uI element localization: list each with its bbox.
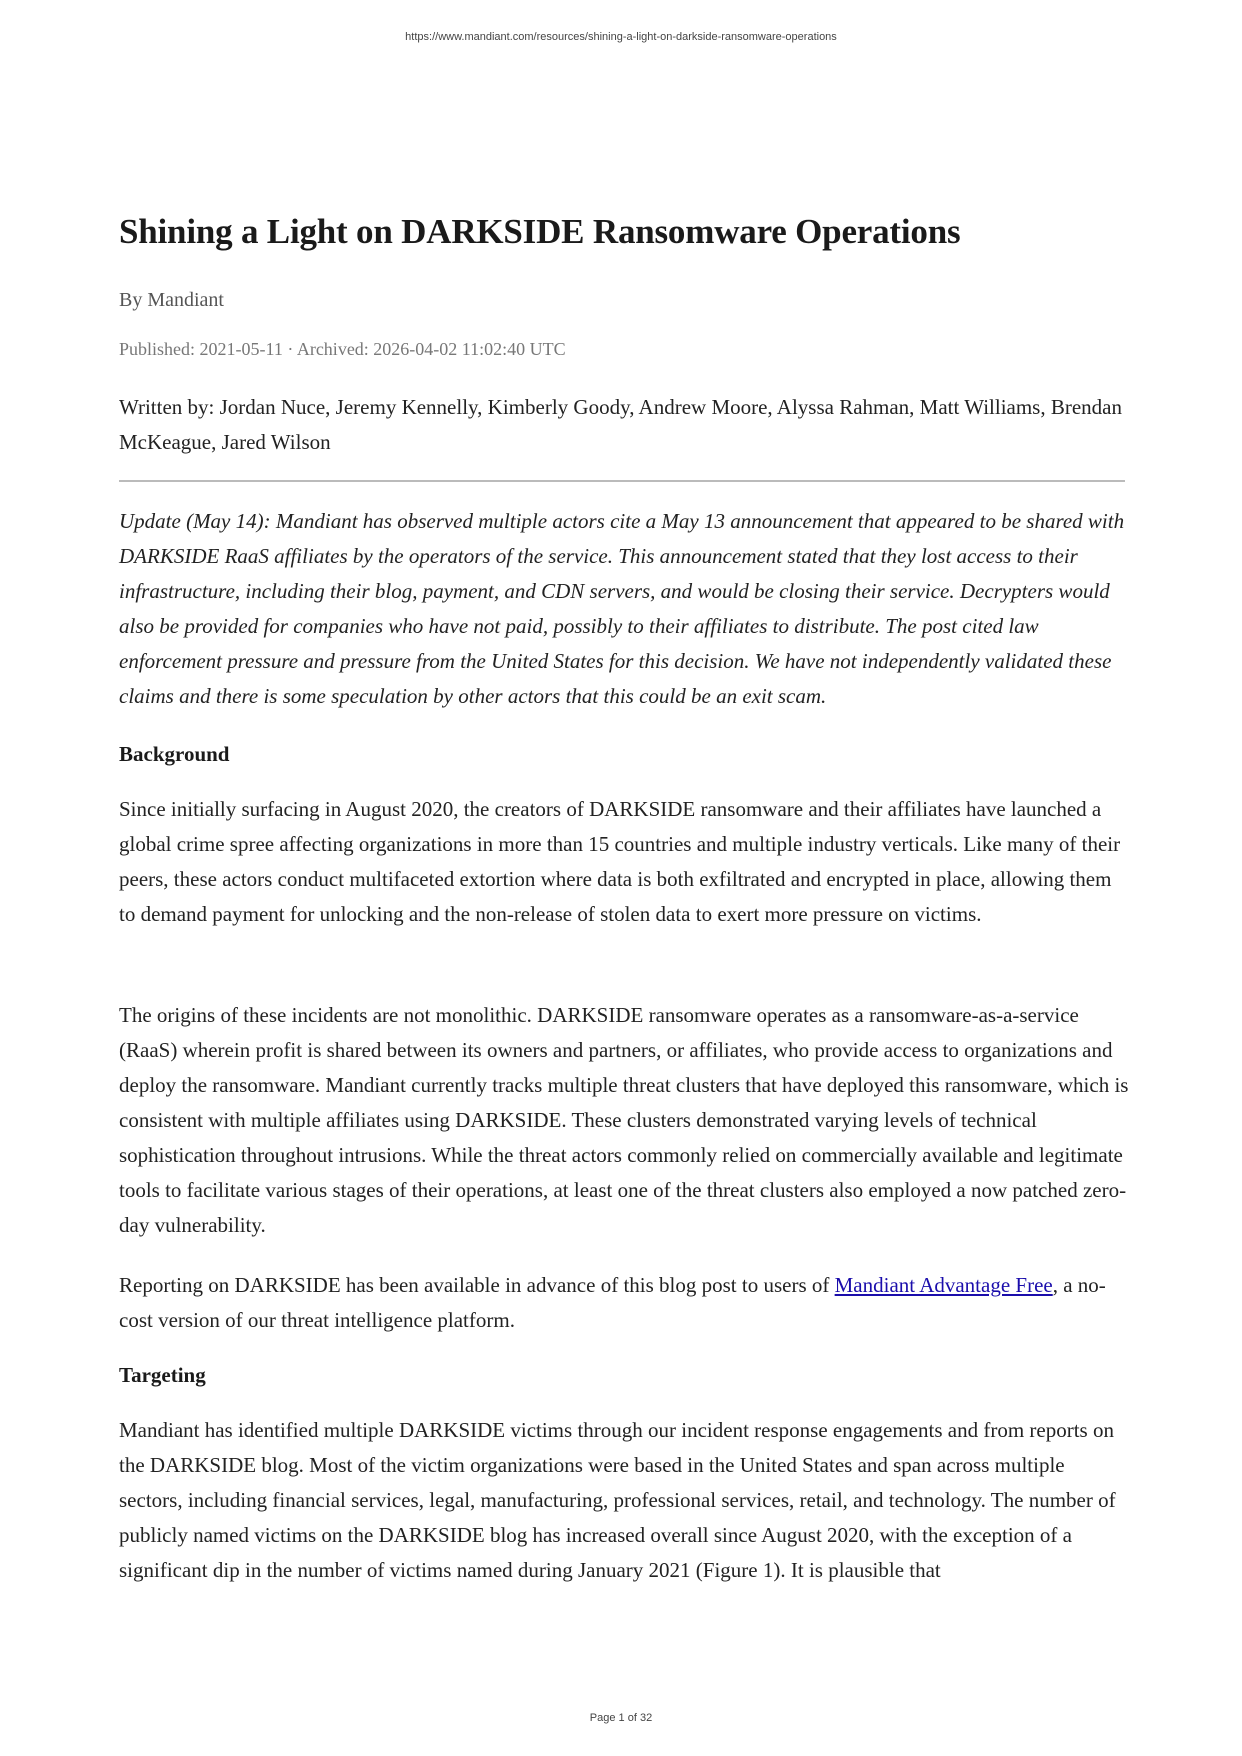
page-number: Page 1 of 32 bbox=[589, 1712, 653, 1724]
article-byline: By Mandiant bbox=[119, 289, 224, 311]
background-paragraph-1: Since initially surfacing in August 2020, the creators of DARKSIDE ransomware and their affiliates have launched a global crime spree affecting organizations in more than 15 countries and multiple industry verticals. Like many of their peers, these actors conduct multifaceted extortion where data is both exfiltrated and encrypted in place, allowing them to demand payment for unlocking and the non-release of stolen data to exert more pressure on victims. bbox=[119, 797, 1121, 926]
update-notice: Update (May 14): Mandiant has observed multiple actors cite a May 13 announcement that appeared to be shared with DARKSIDE RaaS affiliates by the operators of the service. This announcement stated that they lost access to their infrastructure, including their blog, payment, and CDN servers, and would be closing their service. Decrypters would also be provided for companies who have not paid, possibly to their affiliates to distribute. The post cited law enforcement pressure and pressure from the United States for this decision. We have not independently validated these claims and there is some speculation by other actors that this could be an exit scam. bbox=[119, 509, 1125, 708]
reporting-text-before: Reporting on DARKSIDE has been available in advance of this blog post to users of bbox=[119, 1273, 835, 1297]
background-paragraph-2: The origins of these incidents are not monolithic. DARKSIDE ransomware operates as a ransomware-as-a-service (RaaS) wherein profit is shared between its owners and partners, or affiliates, who provide access to organizations and deploy the ransomware. Mandiant currently tracks multiple threat clusters that have deployed this ransomware, which is consistent with multiple affiliates using DARKSIDE. These clusters demonstrated varying levels of technical sophistication throughout intrusions. While the threat actors commonly relied on commercially available and legitimate tools to facilitate various stages of their operations, at least one of the threat clusters also employed a now patched zero-day vulnerability. bbox=[119, 1003, 1129, 1237]
section-heading-targeting: Targeting bbox=[119, 1363, 206, 1387]
reporting-text-after: , a no-cost version of our threat intelligence platform. bbox=[119, 1273, 1106, 1332]
background-paragraph-reporting bbox=[119, 1268, 1129, 1338]
mandiant-advantage-free-link[interactable]: Mandiant Advantage Free bbox=[834, 1273, 1053, 1297]
page-url-header: https://www.mandiant.com/resources/shining-a-light-on-darkside-ransomware-operations bbox=[405, 31, 837, 43]
article-meta: Published: 2021-05-11 · Archived: 2026-04-02 11:02:40 UTC bbox=[119, 339, 566, 359]
targeting-paragraph-1: Mandiant has identified multiple DARKSIDE victims through our incident response engagements and from reports on the DARKSIDE blog. Most of the victim organizations were based in the United States and span across multiple sectors, including financial services, legal, manufacturing, professional services, retail, and technology. The number of publicly named victims on the DARKSIDE blog has increased overall since August 2020, with the exception of a significant dip in the number of victims named during January 2021 (Figure 1). It is plausible that bbox=[119, 1418, 1116, 1582]
article-authors: Written by: Jordan Nuce, Jeremy Kennelly, Kimberly Goody, Andrew Moore, Alyssa Rahman, Matt Williams, Brendan McKeague, Jared Wilson bbox=[119, 395, 1122, 454]
section-heading-background: Background bbox=[119, 742, 230, 766]
article-title: Shining a Light on DARKSIDE Ransomware Operations bbox=[119, 212, 961, 251]
header-divider bbox=[119, 480, 1125, 482]
